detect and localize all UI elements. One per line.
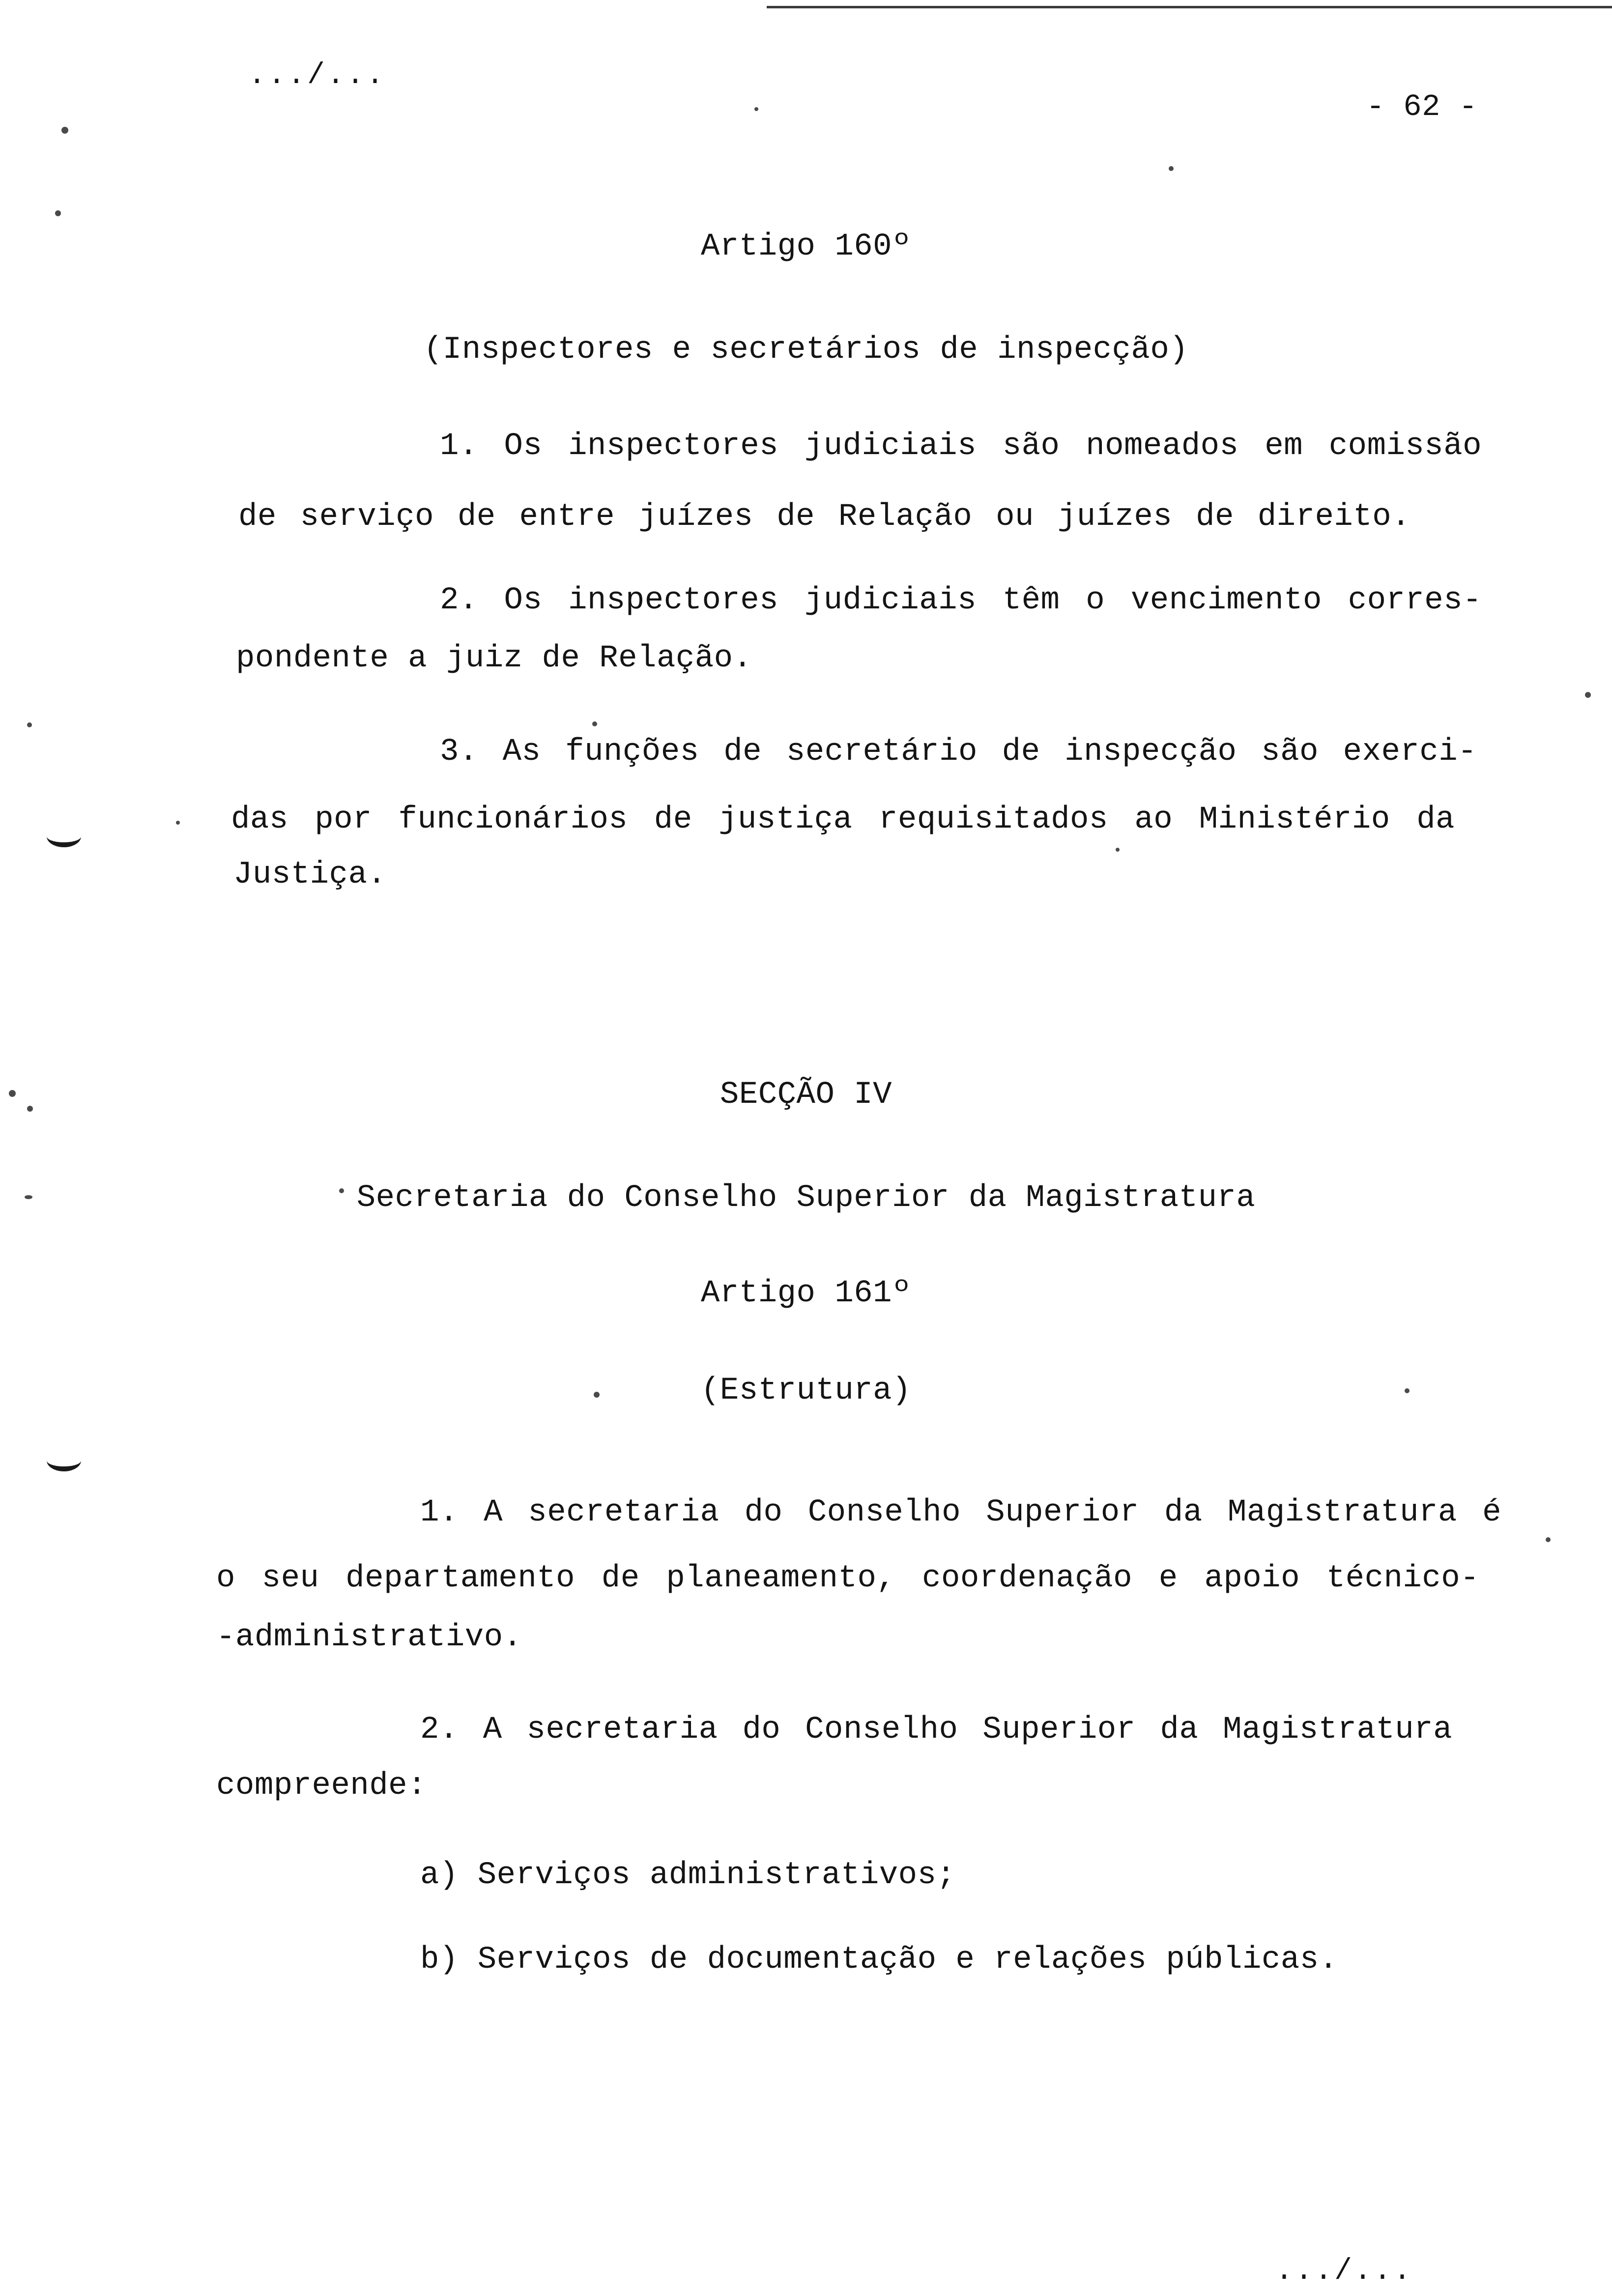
scan-speck bbox=[754, 107, 758, 111]
article-160-para3-line2: das por funcionários de justiça requisitados ao Ministério da bbox=[231, 802, 1455, 837]
article-161-para1-line1: 1. A secretaria do Conselho Superior da Magistratura é bbox=[420, 1495, 1501, 1530]
article-160-heading: Artigo 160º bbox=[701, 229, 911, 264]
article-160-para2-line2: pondente a juiz de Relação. bbox=[236, 641, 752, 676]
page-top-rule bbox=[767, 6, 1612, 8]
scan-speck bbox=[339, 1188, 344, 1193]
scan-speck bbox=[1585, 692, 1591, 698]
article-160-para3-line3: Justiça. bbox=[233, 857, 387, 892]
article-160-subtitle: (Inspectores e secretários de inspecção) bbox=[423, 332, 1189, 368]
section-iv-title: Secretaria do Conselho Superior da Magistratura bbox=[356, 1180, 1256, 1216]
scan-speck bbox=[27, 722, 32, 727]
scan-speck bbox=[592, 721, 597, 726]
scan-speck bbox=[61, 127, 68, 134]
punch-mark-bottom bbox=[47, 1450, 81, 1471]
scan-speck bbox=[1116, 848, 1120, 852]
scan-speck bbox=[25, 1195, 32, 1199]
article-160-para2-line1: 2. Os inspectores judiciais têm o vencimento corres- bbox=[440, 583, 1482, 618]
scan-speck bbox=[1169, 166, 1174, 171]
article-161-heading: Artigo 161º bbox=[701, 1276, 911, 1311]
scan-speck bbox=[1546, 1537, 1551, 1542]
scan-speck bbox=[594, 1392, 600, 1398]
scan-speck bbox=[27, 1106, 33, 1112]
continuation-mark-top: .../... bbox=[248, 59, 386, 92]
continuation-mark-bottom: .../... bbox=[1275, 2255, 1413, 2288]
section-iv-heading: SECÇÃO IV bbox=[720, 1077, 892, 1113]
scan-speck bbox=[9, 1090, 16, 1097]
scan-speck bbox=[55, 210, 61, 216]
punch-mark-top bbox=[47, 826, 81, 847]
article-161-subtitle: (Estrutura) bbox=[701, 1373, 911, 1408]
article-161-para1-line2: o seu departamento de planeamento, coordenação e apoio técnico- bbox=[216, 1561, 1479, 1596]
article-161-para2-line1: 2. A secretaria do Conselho Superior da Magistratura bbox=[420, 1712, 1452, 1748]
article-161-para1-line3: -administrativo. bbox=[216, 1620, 522, 1655]
scan-speck bbox=[1405, 1388, 1410, 1393]
article-161-para2-line2: compreende: bbox=[216, 1768, 427, 1804]
page-number: - 62 - bbox=[1366, 89, 1478, 124]
article-160-para3-line1: 3. As funções de secretário de inspecção são exerci- bbox=[440, 734, 1477, 770]
article-160-para1-line1: 1. Os inspectores judiciais são nomeados em comissão bbox=[440, 429, 1482, 464]
article-161-item-b: b) Serviços de documentação e relações públicas. bbox=[420, 1942, 1338, 1978]
scan-speck bbox=[176, 821, 180, 825]
article-161-item-a: a) Serviços administrativos; bbox=[420, 1858, 956, 1893]
article-160-para1-line2: de serviço de entre juízes de Relação ou juízes de direito. bbox=[238, 499, 1410, 535]
